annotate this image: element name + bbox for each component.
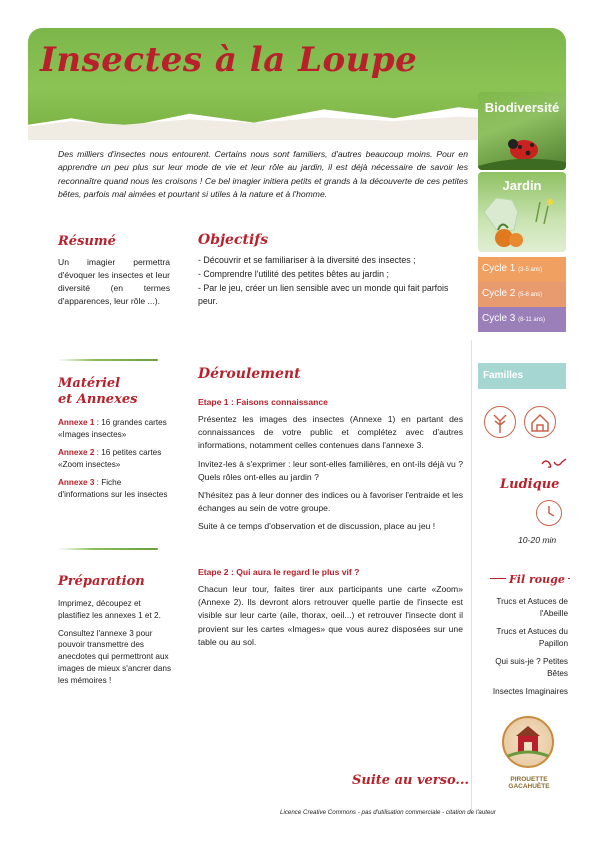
materiel-list xyxy=(58,417,171,501)
theme-label-jardin: Jardin xyxy=(502,178,542,193)
step-paragraph: N'hésitez pas à leur donner des indices ou à favoriser l'entraide et les échanges au sein de votre groupe. xyxy=(198,490,463,514)
resume-heading: Résumé xyxy=(58,234,116,249)
garden-icon xyxy=(478,172,566,252)
annexe-label: Annexe 3 xyxy=(58,478,95,487)
suite-au-verso: Suite au verso... xyxy=(352,773,469,788)
step-2-title: Etape 2 : Qui aura le regard le plus vif ? xyxy=(198,567,360,577)
theme-label-biodiversite: Biodiversité xyxy=(484,100,560,115)
game-swirl-icon xyxy=(540,456,568,470)
step-1-body xyxy=(198,413,463,539)
cycle-1-ages: (3-5 ans) xyxy=(518,267,543,273)
step-paragraph: Invitez-les à s'exprimer : leur sont-elles familières, en ont-ils déjà vu ? Quels rôles ont-elles au jardin ? xyxy=(198,458,463,482)
column-divider xyxy=(471,340,472,810)
house-icon xyxy=(524,406,556,438)
objectif-item: - Comprendre l'utilité des petites bêtes au jardin ; xyxy=(198,268,389,279)
step-paragraph: Présentez les images des insectes (Annexe 1) en partant des connaissances de votre public et complétez avec d'autres informations, notamment celles contenues dans l'annexe 3. xyxy=(198,414,463,451)
annexe-item xyxy=(58,477,171,501)
materiel-heading-line2: et Annexes xyxy=(58,392,138,407)
cycle-1-label: Cycle 1 xyxy=(482,263,516,274)
tree-icon xyxy=(484,406,516,438)
materiel-heading xyxy=(58,376,137,408)
license-text: Licence Creative Commons - pas d'utilisation commerciale - citation de l'auteur xyxy=(280,809,496,816)
fil-rouge-list xyxy=(478,596,568,705)
objectif-item: - Par le jeu, créer un lien sensible avec un monde qui fait parfois peur. xyxy=(198,282,449,307)
cycle-3-tag xyxy=(478,307,566,332)
page-title: Insectes à la Loupe xyxy=(40,40,418,80)
section-divider xyxy=(58,546,158,552)
theme-tile-biodiversite xyxy=(478,92,566,170)
fil-rouge-item[interactable]: Trucs et Astuces du Papillon xyxy=(496,627,568,648)
annexe-item xyxy=(58,447,171,471)
pirouette-logo xyxy=(502,716,554,768)
annexe-label: Annexe 2 xyxy=(58,448,95,457)
preparation-heading: Préparation xyxy=(58,574,145,589)
cycle-1-tag xyxy=(478,257,566,282)
clock-icon xyxy=(536,500,562,526)
fil-rouge-item[interactable]: Qui suis-je ? Petites Bêtes xyxy=(495,657,568,678)
cycle-3-label: Cycle 3 xyxy=(482,313,516,324)
preparation-paragraph: Consultez l'annexe 3 pour pouvoir transmettre des anecdotes qui permettront aux images de mieux s'ancrer dans les mémoires ! xyxy=(58,628,172,685)
annexe-text: : 16 petites cartes «Zoom insectes» xyxy=(58,448,162,469)
theme-tile-jardin xyxy=(478,172,566,252)
preparation-paragraph: Imprimez, découpez et plastifiez les annexes 1 et 2. xyxy=(58,599,161,620)
duration-text: 10-20 min xyxy=(518,535,557,545)
cycle-2-tag xyxy=(478,282,566,307)
cycle-2-ages: (5-8 ans) xyxy=(518,292,543,298)
objectifs-list xyxy=(198,254,463,309)
cycle-3-ages: (8-11 ans) xyxy=(518,317,546,323)
fil-rouge-item[interactable]: Trucs et Astuces de l'Abeille xyxy=(496,597,568,618)
cycle-2-label: Cycle 2 xyxy=(482,288,516,299)
step-2-body xyxy=(198,583,463,654)
logo-caption: PIROUETTE GACAHUÈTE xyxy=(508,776,550,790)
objectif-item: - Découvrir et se familiariser à la diversité des insectes ; xyxy=(198,255,416,265)
resume-text: Un imagier permettra d'évoquer les insectes et leur diversité (en termes d'apparences, leur rôle ...). xyxy=(58,257,170,306)
preparation-text xyxy=(58,598,173,687)
ludique-label: Ludique xyxy=(500,477,560,492)
annexe-text: : Fiche d'informations sur les insectes xyxy=(58,478,168,499)
familles-tag: Familles xyxy=(478,363,566,389)
annexe-label: Annexe 1 xyxy=(58,418,95,427)
step-1-title: Etape 1 : Faisons connaissance xyxy=(198,397,328,407)
step-paragraph: Chacun leur tour, faites tirer aux participants une carte «Zoom» (Annexe 2). Ils devront alors retrouver quelle partie de l'insecte est visible sur leur carte (aile, thorax, oeil...) et retrouver l'insecte dont il provient sur les cartes «Images» que vous aurez disposées sur une table ou au sol. xyxy=(198,584,463,647)
objectifs-heading: Objectifs xyxy=(198,232,269,248)
annexe-text: : 16 grandes cartes «Images insectes» xyxy=(58,418,167,439)
materiel-heading-line1: Matériel xyxy=(58,376,121,391)
ladybug-icon xyxy=(478,92,566,170)
fil-rouge-item[interactable]: Insectes Imaginaires xyxy=(492,687,568,696)
section-divider xyxy=(58,357,158,363)
intro-paragraph: Des milliers d'insectes nous entourent. Certains nous sont familiers, d'autres beaucoup moins. Pour en apprendre un peu plus sur leur mode de vie et leur rôle au jardin, il est déjà nécessaire de savoir les reconnaître quand nous les croisons ! Ce bel imagier initiera petits et grands à la découverte de ces petites bêtes, parfois mal aimées et pourtant si utiles à la nature et à l'homme. xyxy=(58,149,468,200)
deroulement-heading: Déroulement xyxy=(198,366,301,382)
fil-rouge-title: Fil rouge xyxy=(506,573,568,586)
step-paragraph: Suite à ce temps d'observation et de discussion, place au jeu ! xyxy=(198,521,436,532)
annexe-item xyxy=(58,417,171,441)
